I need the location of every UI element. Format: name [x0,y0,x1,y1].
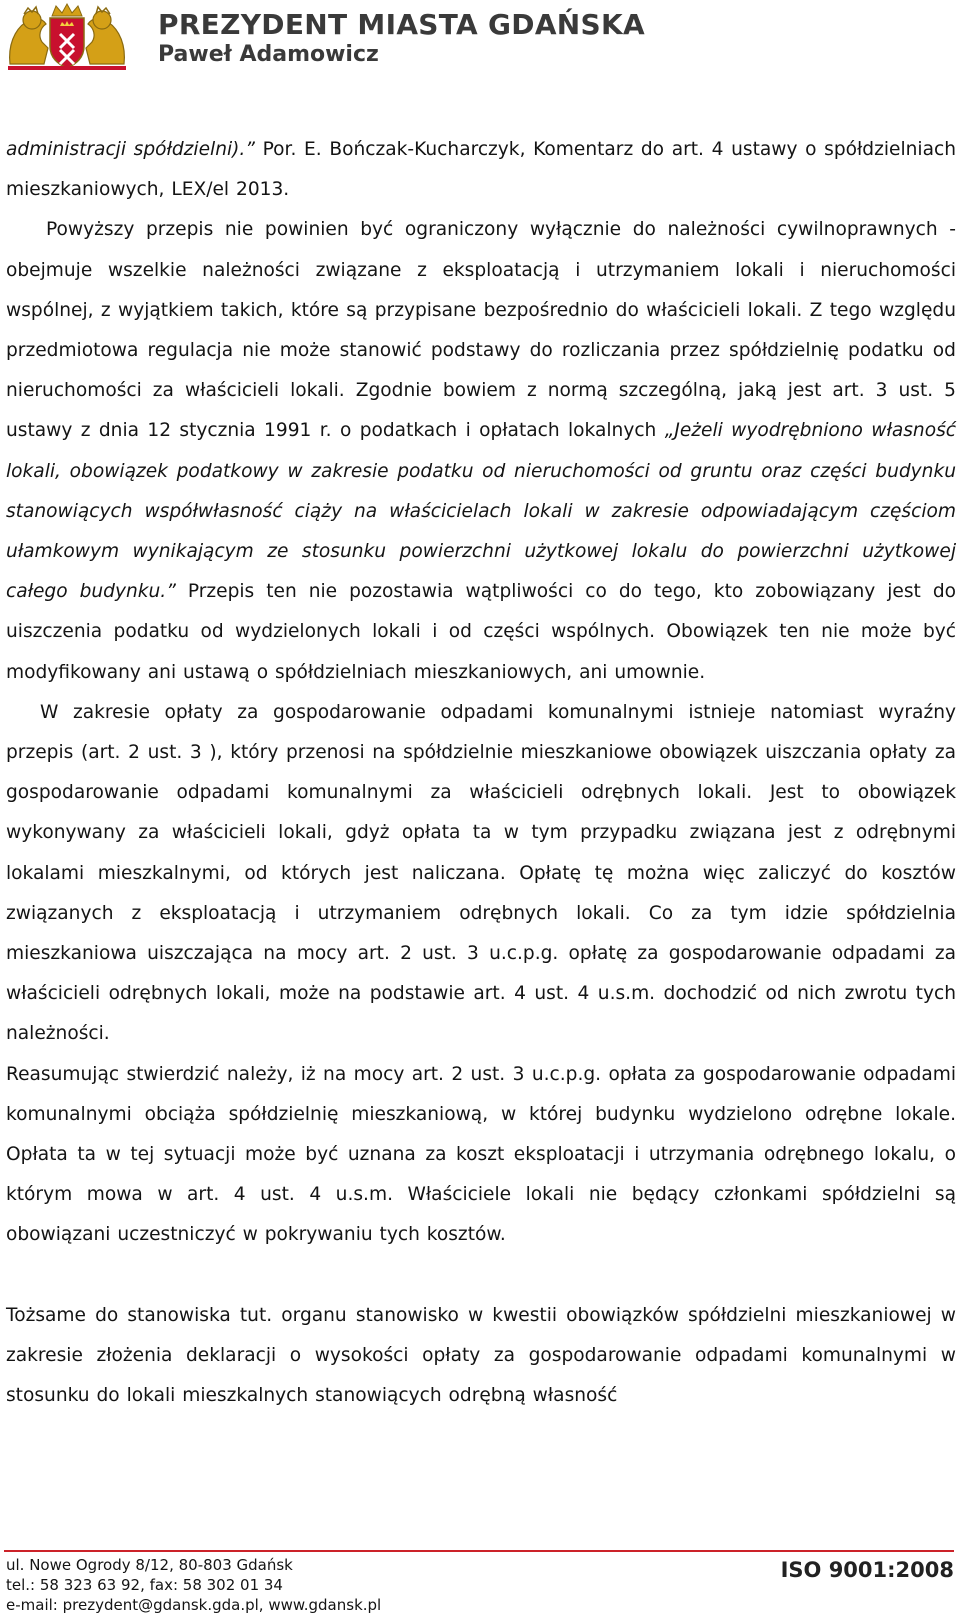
paragraph-3: W zakresie opłaty za gospodarowanie odpadami komunalnymi istnieje natomiast wyraźny przepis (art. 2 ust. 3 ), który przenosi na spółdzielnie mieszkaniowe obowiązek uiszczania opłaty za gospodarowanie odpadami komunalnymi za właścicieli odrębnych lokali. Jest to obowiązek wykonywany za właścicieli lokali, gdyż opłata ta w tym przypadku związana jest z odrębnymi lokalami mieszkalnymi, od których jest naliczana. Opłatę tę można więc zaliczyć do kosztów związanych z eksploatacją i utrzymaniem odrębnych lokali. Co za tym idzie spółdzielnia mieszkaniowa uiszczająca na mocy art. 2 ust. 3 u.c.p.g. opłatę za gospodarowanie odpadami za właścicieli odrębnych lokali, może na podstawie art. 4 ust. 4 u.s.m. dochodzić od nich zwrotu tych należności. [6,701,956,1045]
paragraph-5: Tożsame do stanowiska tut. organu stanowisko w kwestii obowiązków spółdzielni mieszkaniowej w zakresie złożenia deklaracji o wysokości opłaty za gospodarowanie odpadami komunalnymi w stosunku do lokali mieszkalnych stanowiących odrębną własność [6,1304,956,1407]
paragraph-2-quote: „Jeżeli wyodrębniono własność lokali, obowiązek podatkowy w zakresie podatku od nieruchomości od gruntu oraz części budynku stanowiących współwłasność ciąży na właścicielach lokali w zakresie odpowiadającym częściom ułamkowym wynikającym ze stosunku powierzchni użytkowej lokalu do powierzchni użytkowej całego budynku.” [6,420,956,603]
footer-email: e-mail: prezydent@gdansk.gda.pl, www.gdansk.pl [6,1596,382,1614]
letterhead-title: PREZYDENT MIASTA GDAŃSKA [158,8,645,41]
paragraph-2-start: Powyższy przepis nie powinien być ograniczony wyłącznie do należności cywilnoprawnych - obejmuje wszelkie należności związane z eksploatacją i utrzymaniem lokali i nieruchomości wspólnej, z wyjątkiem takich, które są przypisane bezpośrednio do właścicieli lokali. Z tego względu przedmiotowa regulacja nie może stanowić podstawy do rozliczania przez spółdzielnię podatku od nieruchomości za właścicieli lokali. Zgodnie bowiem z normą szczególną, jaką jest art. 3 ust. 5 ustawy z dnia 12 stycznia 1991 r. o podatkach i opłatach lokalnych [6,219,956,442]
iso-certification: ISO 9001:2008 [780,1558,954,1582]
footer-address: ul. Nowe Ogrody 8/12, 80-803 Gdańsk [6,1556,293,1574]
document-body [6,130,956,1416]
paragraph-1-text: Por. E. Bończak-Kucharczyk, Komentarz do art. 4 ustawy o spółdzielniach mieszkaniowych, LEX/el 2013. [6,139,956,201]
letterhead-subtitle: Paweł Adamowicz [158,42,379,67]
paragraph-2 [6,210,956,692]
paragraph-4: Reasumując stwierdzić należy, iż na mocy art. 2 ust. 3 u.c.p.g. opłata za gospodarowanie odpadami komunalnymi obciąża spółdzielnię mieszkaniową, w której budynku wydzielono odrębne lokale. Opłata ta w tej sytuacji może być uznana za koszt eksploatacji i utrzymania odrębnego lokalu, o którym mowa w art. 4 ust. 4 u.s.m. Właściciele lokali nie będący członkami spółdzielni są obowiązani uczestniczyć w pokrywaniu tych kosztów. [6,1063,956,1246]
footer-divider [4,1550,954,1552]
footer-contact [6,1555,381,1615]
paragraph-2-end: Przepis ten nie pozostawia wątpliwości co do tego, kto zobowiązany jest do uiszczenia podatku od wydzielonych lokali i od części wspólnych. Obowiązek ten nie może być modyfikowany ani ustawą o spółdzielniach mieszkaniowych, ani umownie. [6,581,956,683]
letterhead [0,0,960,80]
paragraph-1 [6,130,956,210]
paragraph-1-italic: administracji spółdzielni).” [6,139,255,160]
footer-phone: tel.: 58 323 63 92, fax: 58 302 01 34 [6,1576,283,1594]
gdansk-crest-icon [4,2,130,72]
